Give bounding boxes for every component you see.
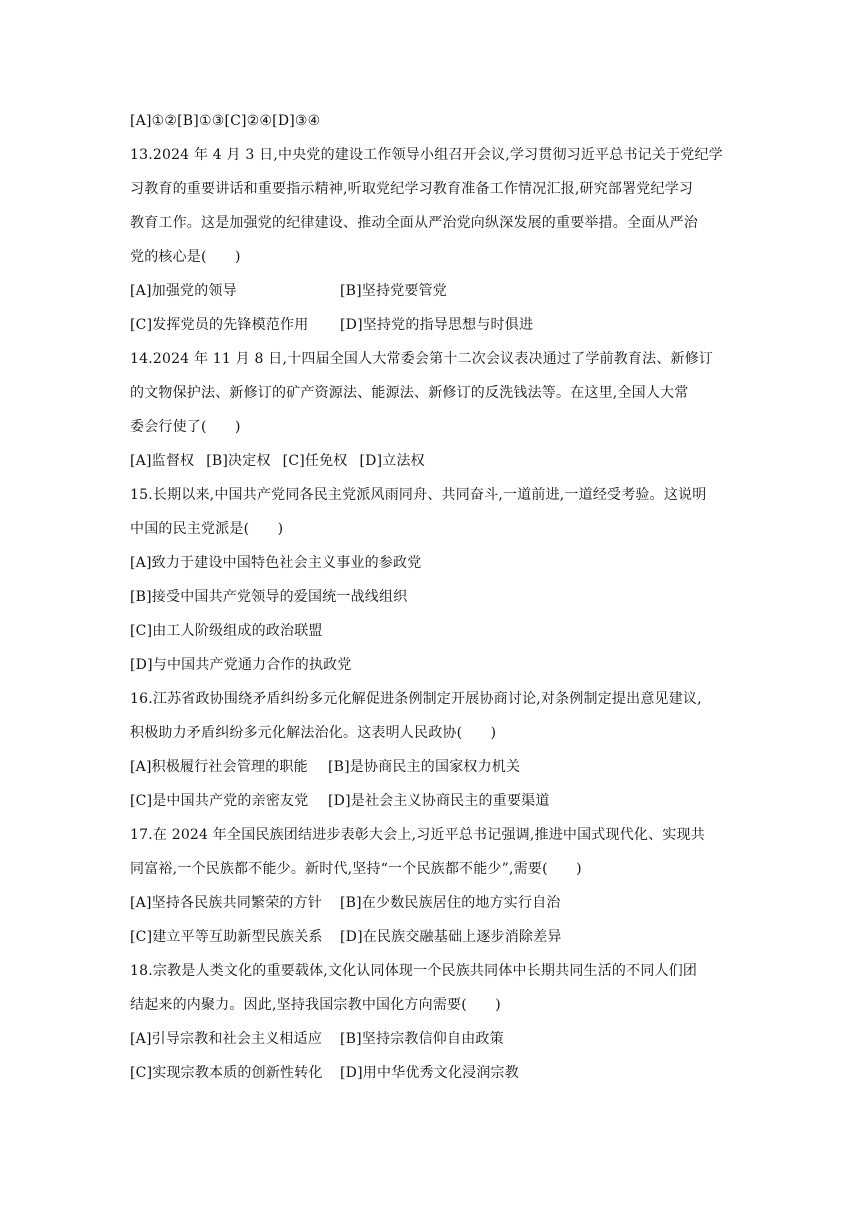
question-13-options-row-1 — [130, 274, 740, 308]
question-15-line-1: 15.长期以来,中国共产党同各民主党派风雨同舟、共同奋斗,一道前进,一道经受考验。这说明 — [130, 487, 707, 503]
question-14-option-a: [A]监督权 — [130, 453, 195, 469]
question-13-option-b: [B]坚持党要管党 — [340, 283, 448, 299]
question-15-line-2: 中国的民主党派是( ) — [130, 521, 284, 537]
question-17-option-b: [B]在少数民族居住的地方实行自治 — [340, 895, 561, 911]
question-17-line-1: 17.在 2024 年全国民族团结进步表彰大会上,习近平总书记强调,推进中国式现代化、实现共 — [130, 827, 705, 843]
question-16-options-row-2 — [130, 784, 740, 818]
question-13-option-c: [C]发挥党员的先锋模范作用 — [130, 317, 309, 333]
question-18-line-2: 结起来的内聚力。因此,坚持我国宗教中国化方向需要( ) — [130, 997, 501, 1013]
question-17 — [130, 818, 740, 954]
question-16-option-b: [B]是协商民主的国家权力机关 — [328, 759, 521, 775]
question-13-line-2: 习教育的重要讲话和重要指示精神,听取党纪学习教育准备工作情况汇报,研究部署党纪学习 — [130, 181, 694, 197]
question-13-line-1: 13.2024 年 4 月 3 日,中央党的建设工作领导小组召开会议,学习贯彻习近平总书记关于党纪学 — [130, 147, 723, 163]
question-17-option-a: [A]坚持各民族共同繁荣的方针 — [130, 895, 323, 911]
question-15-option-a: [A]致力于建设中国特色社会主义事业的参政党 — [130, 555, 422, 571]
question-17-line-2: 同富裕,一个民族都不能少。新时代,坚持“一个民族都不能少”,需要( ) — [130, 861, 582, 877]
question-14-line-2: 的文物保护法、新修订的矿产资源法、能源法、新修订的反洗钱法等。在这里,全国人大常 — [130, 385, 689, 401]
question-16-option-d: [D]是社会主义协商民主的重要渠道 — [328, 793, 550, 809]
question-14-options-row — [130, 444, 740, 478]
question-15-option-d: [D]与中国共产党通力合作的执政党 — [130, 657, 352, 673]
question-17-options-row-1 — [130, 886, 740, 920]
question-15-option-b: [B]接受中国共产党领导的爱国统一战线组织 — [130, 589, 408, 605]
question-18-option-c: [C]实现宗教本质的创新性转化 — [130, 1065, 323, 1081]
question-14 — [130, 342, 740, 478]
question-16-line-1: 16.江苏省政协围绕矛盾纠纷多元化解促进条例制定开展协商讨论,对条例制定提出意见建议, — [130, 691, 702, 707]
question-14-option-b: [B]决定权 — [206, 453, 271, 469]
question-13 — [130, 138, 740, 342]
question-17-option-c: [C]建立平等互助新型民族关系 — [130, 929, 323, 945]
question-16-option-a: [A]积极履行社会管理的职能 — [130, 759, 308, 775]
question-18-options-row-2 — [130, 1056, 740, 1090]
question-18-options-row-1 — [130, 1022, 740, 1056]
question-17-options-row-2 — [130, 920, 740, 954]
question-13-line-3: 教育工作。这是加强党的纪律建设、推动全面从严治党向纵深发展的重要举措。全面从严治 — [130, 215, 698, 231]
exam-page — [130, 104, 740, 1090]
question-14-line-1: 14.2024 年 11 月 8 日,十四届全国人大常委会第十二次会议表决通过了学前教育法、新修订 — [130, 351, 714, 367]
question-13-line-4: 党的核心是( ) — [130, 249, 241, 265]
question-14-option-d: [D]立法权 — [359, 453, 425, 469]
question-14-line-3: 委会行使了( ) — [130, 419, 241, 435]
question-16-options-row-1 — [130, 750, 740, 784]
question-14-option-c: [C]任免权 — [282, 453, 348, 469]
question-16 — [130, 682, 740, 818]
question-15-option-c: [C]由工人阶级组成的政治联盟 — [130, 623, 323, 639]
question-18-option-a: [A]引导宗教和社会主义相适应 — [130, 1031, 323, 1047]
question-13-option-a: [A]加强党的领导 — [130, 283, 237, 299]
question-16-option-c: [C]是中国共产党的亲密友党 — [130, 793, 309, 809]
question-13-option-d: [D]坚持党的指导思想与时俱进 — [340, 317, 534, 333]
question-18-option-d: [D]用中华优秀文化浸润宗教 — [340, 1065, 519, 1081]
question-16-line-2: 积极助力矛盾纠纷多元化解法治化。这表明人民政协( ) — [130, 725, 497, 741]
question-15 — [130, 478, 740, 682]
question-18-option-b: [B]坚持宗教信仰自由政策 — [340, 1031, 504, 1047]
question-13-options-row-2 — [130, 308, 740, 342]
q12-options: [A]①②[B]①③[C]②④[D]③④ — [130, 113, 321, 129]
question-18 — [130, 954, 740, 1090]
question-17-option-d: [D]在民族交融基础上逐步消除差异 — [340, 929, 562, 945]
question-18-line-1: 18.宗教是人类文化的重要载体,文化认同体现一个民族共同体中长期共同生活的不同人们团 — [130, 963, 698, 979]
